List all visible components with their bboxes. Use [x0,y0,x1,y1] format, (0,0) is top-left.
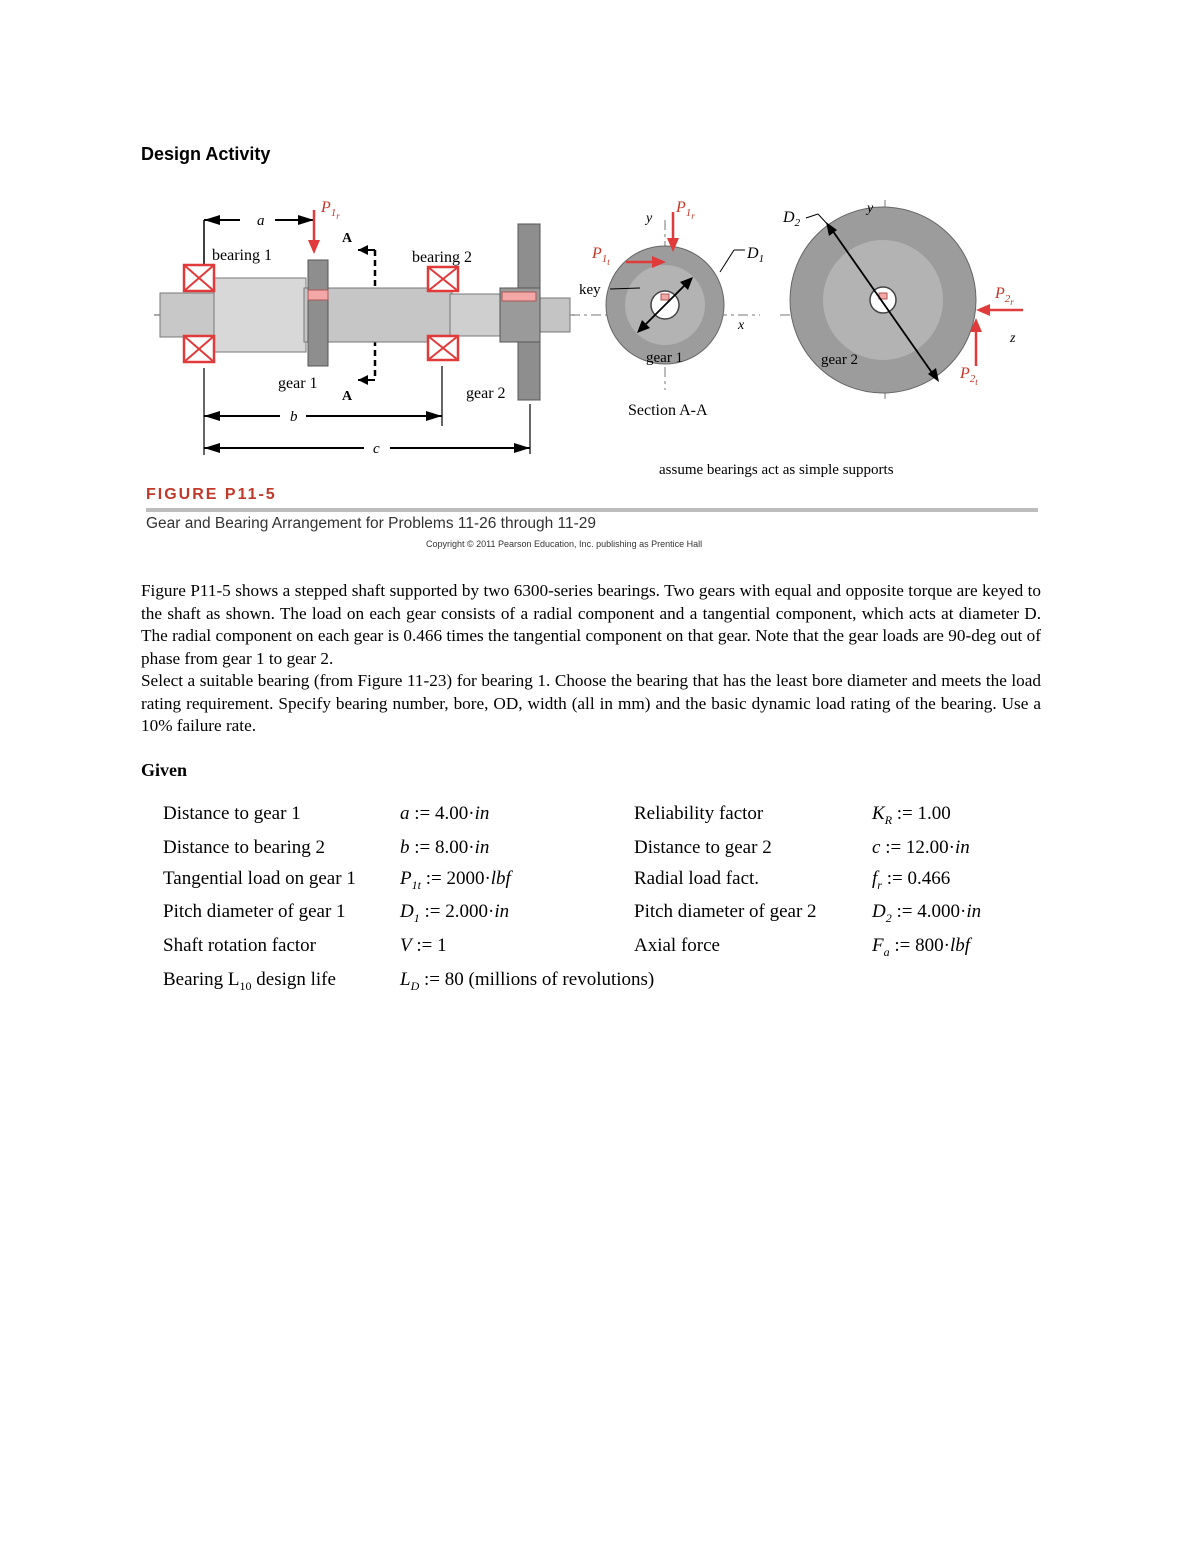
figure-caption: Gear and Bearing Arrangement for Problems 11-26 through 11-29 [146,515,597,532]
section-a-bottom: A [342,389,353,404]
svg-text:P1r: $P_1r$ [676,199,695,221]
given-value: $K_R$ := 1.00 [872,803,951,827]
design-life-label: Bearing $L_{10}$ design life [163,969,336,993]
given-value: $f_r$ := 0.466 [872,868,951,892]
dim-b-label: b [290,409,298,425]
given-label: Reliability factor [634,803,764,824]
given-value: $D_2$ := 4.000·in [872,901,982,925]
svg-text:P1r: $P_1r$ [321,199,340,221]
z-label: z [1010,331,1016,346]
given-label: Radial load fact. [634,868,760,889]
given-value: a := 4.00·in [400,803,490,824]
section-a-top: A [342,231,353,246]
p1r-label: P [321,199,331,216]
d2-label: $D_2$ [783,209,801,229]
given-value: b := 8.00·in [400,837,490,858]
bearing1-label: bearing 1 [212,247,272,264]
given-label: Axial force [634,935,720,956]
key-label: key [579,282,601,298]
gear2-key [502,292,536,301]
given-heading: Given [141,760,188,780]
problem-paragraph-2: Select a suitable bearing (from Figure 11-23) for bearing 1. Choose the bearing that has the least bore diameter and meets the load rating requirement. Specify bearing number, bore, OD, width (all in mm) and the basic dynamic load rating of the bearing. Use a 10% failure rate. [141,671,1041,735]
svg-text:P1t: $P_1t$ [592,245,610,267]
page-heading: Design Activity [141,144,271,164]
x-label: x [738,318,745,333]
gear1-hub [308,260,328,366]
y1-label: y [646,211,653,226]
given-value: $F_a$ := 800·lbf [872,935,970,959]
given-label: Tangential load on gear 1 [163,868,356,889]
figure-divider [146,508,1038,512]
d1-label: $D_1$ [747,245,765,265]
dim-c-label: c [373,441,380,457]
given-value: $P_{1t}$ := 2000·lbf [400,868,511,892]
gear1-label: gear 1 [278,375,318,392]
figure-copyright: Copyright © 2011 Pearson Education, Inc. publishing as Prentice Hall [426,539,703,549]
given-label: Distance to gear 1 [163,803,301,824]
problem-paragraph-1: Figure P11-5 shows a stepped shaft supported by two 6300-series bearings. Two gears with equal and opposite torque are keyed to the shaft as shown. The load on each gear consists of a radial component and a tangential component, which acts at diameter D. The radial component on each gear is 0.466 times the tangential component on that gear. Note that the gear loads are 90-deg out of phase from gear 1 to gear 2. [141,581,1041,668]
given-label: Shaft rotation factor [163,935,317,956]
dim-a-label: a [257,213,265,229]
given-label: Pitch diameter of gear 2 [634,901,817,922]
given-label: Distance to bearing 2 [163,837,325,858]
bearing2-label: bearing 2 [412,249,472,266]
figure-number: FIGURE P11-5 [146,486,277,503]
given-label: Pitch diameter of gear 1 [163,901,346,922]
section-title: Section A-A [628,402,708,419]
shaft-large-step [214,278,306,352]
svg-text:P2r: $P_2r$ [995,285,1014,307]
design-life-value: $L_D$ := 80 (millions of revolutions) [400,969,655,993]
gear1-key [308,290,328,300]
given-value: $D_1$ := 2.000·in [400,901,510,925]
given-value: V := 1 [400,935,447,956]
assume-note: assume bearings act as simple supports [659,462,894,478]
given-label: Distance to gear 2 [634,837,772,858]
gear2-section-label: gear 2 [821,352,859,368]
y2-label: y [867,201,874,216]
gear2-label: gear 2 [466,385,506,402]
gear1-section-label: gear 1 [646,350,684,366]
given-value: c := 12.00·in [872,837,970,858]
gear-bearing-figure [140,190,1040,560]
svg-text:P2t: $P_2t$ [960,365,978,387]
